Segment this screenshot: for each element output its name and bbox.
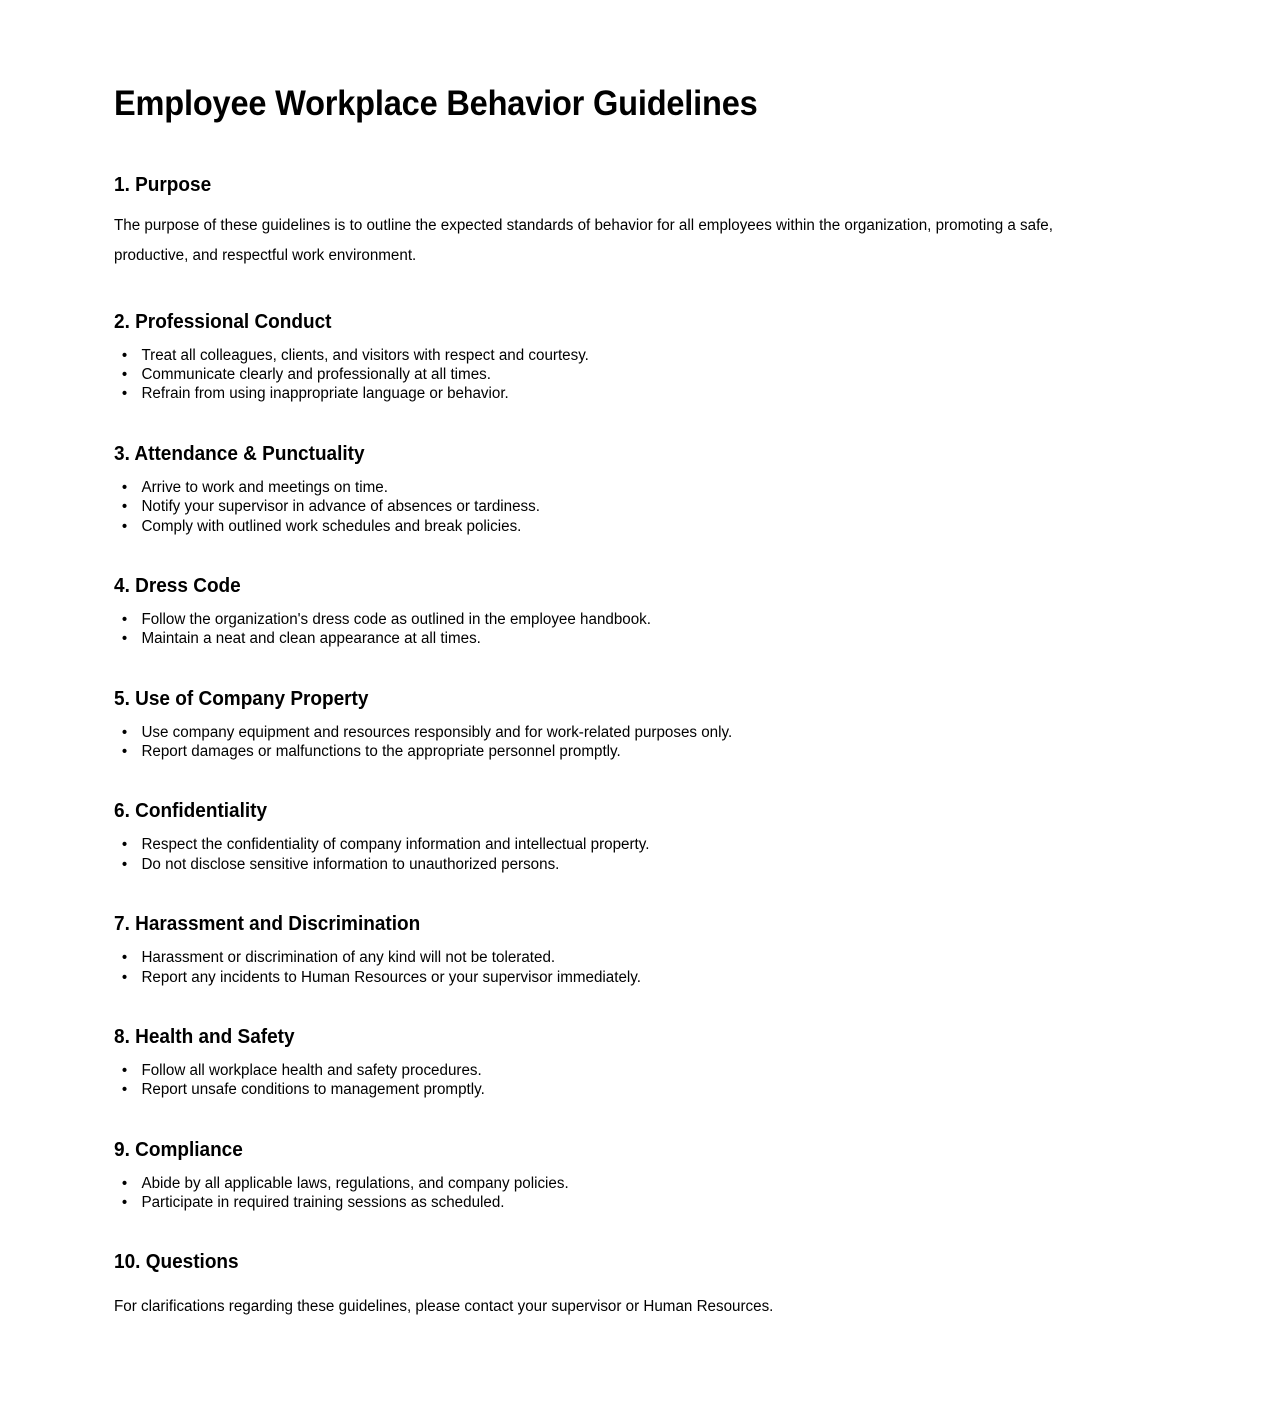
list-item-text: Report damages or malfunctions to the appropriate personnel promptly.	[141, 743, 621, 760]
bullet-icon: •	[121, 630, 128, 648]
section-paragraph-questions: For clarifications regarding these guidelines, please contact your supervisor or Human Resources.	[114, 1298, 774, 1316]
list-item	[114, 610, 1128, 629]
bullet-list-use-of-company-property	[114, 723, 1149, 762]
section-heading-use-of-company-property: 5. Use of Company Property	[114, 687, 369, 710]
section-dress-code	[114, 574, 1149, 649]
bullet-icon: •	[121, 855, 128, 873]
bullet-icon: •	[121, 517, 128, 535]
bullet-list-health-and-safety	[114, 1061, 1149, 1100]
section-heading-dress-code: 4. Dress Code	[114, 574, 241, 597]
bullet-icon: •	[121, 1081, 128, 1099]
list-item	[114, 968, 1128, 987]
section-paragraph-purpose: The purpose of these guidelines is to outline the expected standards of behavior for all employees within the organization, promoting a safe, productive, and respectful work environment.	[114, 217, 1053, 265]
list-item-text: Abide by all applicable laws, regulations, and company policies.	[141, 1174, 569, 1192]
bullet-icon: •	[121, 743, 128, 760]
list-item-text: Refrain from using inappropriate language or behavior.	[141, 385, 509, 403]
bullet-list-compliance	[114, 1174, 1149, 1213]
section-questions	[114, 1250, 1149, 1322]
bullet-icon: •	[121, 1174, 128, 1192]
list-item-text: Maintain a neat and clean appearance at all times.	[141, 630, 481, 648]
list-item-text: Notify your supervisor in advance of absences or tardiness.	[141, 498, 540, 516]
list-item	[114, 384, 1128, 403]
bullet-list-professional-conduct	[114, 346, 1149, 404]
list-item	[114, 1174, 1128, 1193]
list-item	[114, 517, 1128, 536]
list-item-text: Follow the organization's dress code as outlined in the employee handbook.	[141, 610, 652, 628]
section-compliance	[114, 1138, 1149, 1213]
section-harassment-and-discrimination	[114, 912, 1149, 987]
bullet-icon: •	[121, 1194, 128, 1211]
section-heading-professional-conduct: 2. Professional Conduct	[114, 310, 332, 333]
list-item-text: Communicate clearly and professionally at all times.	[141, 366, 491, 383]
list-item-text: Comply with outlined work schedules and break policies.	[141, 517, 522, 535]
bullet-icon: •	[121, 1061, 128, 1079]
list-item-text: Report any incidents to Human Resources or your supervisor immediately.	[141, 968, 641, 986]
section-heading-compliance: 9. Compliance	[114, 1138, 243, 1161]
section-confidentiality	[114, 799, 1149, 874]
bullet-icon: •	[121, 949, 128, 967]
section-purpose	[114, 173, 1149, 271]
page-title: Employee Workplace Behavior Guidelines	[114, 84, 758, 123]
bullet-icon: •	[121, 478, 128, 496]
bullet-icon: •	[121, 610, 128, 628]
list-item-text: Respect the confidentiality of company information and intellectual property.	[141, 836, 650, 854]
section-use-of-company-property	[114, 687, 1149, 762]
list-item-text: Report unsafe conditions to management promptly.	[141, 1081, 485, 1099]
list-item	[114, 346, 1128, 365]
section-heading-health-and-safety: 8. Health and Safety	[114, 1025, 295, 1048]
list-item-text: Participate in required training sessions as scheduled.	[141, 1194, 505, 1211]
section-professional-conduct	[114, 310, 1149, 404]
bullet-icon: •	[121, 968, 128, 986]
list-item	[114, 948, 1128, 967]
section-health-and-safety	[114, 1025, 1149, 1100]
list-item	[114, 629, 1128, 648]
section-attendance-punctuality	[114, 442, 1149, 536]
list-item	[114, 365, 1128, 384]
list-item	[114, 1080, 1128, 1099]
list-item	[114, 723, 1128, 742]
section-heading-purpose: 1. Purpose	[114, 174, 212, 197]
bullet-icon: •	[121, 366, 128, 383]
section-heading-harassment-and-discrimination: 7. Harassment and Discrimination	[114, 913, 421, 936]
section-heading-questions: 10. Questions	[114, 1251, 239, 1274]
bullet-icon: •	[121, 836, 128, 854]
bullet-list-confidentiality	[114, 835, 1149, 874]
section-heading-attendance-punctuality: 3. Attendance & Punctuality	[114, 442, 365, 465]
bullet-list-harassment-and-discrimination	[114, 948, 1149, 987]
list-item-text: Use company equipment and resources responsibly and for work-related purposes only.	[141, 723, 733, 741]
list-item	[114, 1061, 1128, 1080]
list-item	[114, 478, 1128, 497]
list-item	[114, 855, 1128, 874]
bullet-list-dress-code	[114, 610, 1149, 649]
list-item-text: Arrive to work and meetings on time.	[141, 478, 388, 496]
list-item	[114, 1193, 1128, 1212]
bullet-list-attendance-punctuality	[114, 478, 1149, 536]
list-item-text: Follow all workplace health and safety procedures.	[141, 1061, 482, 1079]
bullet-icon: •	[121, 498, 128, 516]
section-heading-confidentiality: 6. Confidentiality	[114, 800, 268, 823]
list-item	[114, 742, 1128, 761]
bullet-icon: •	[121, 723, 128, 741]
list-item	[114, 835, 1128, 854]
bullet-icon: •	[121, 385, 128, 403]
list-item	[114, 497, 1128, 516]
list-item-text: Treat all colleagues, clients, and visitors with respect and courtesy.	[141, 346, 589, 364]
bullet-icon: •	[121, 346, 128, 364]
list-item-text: Do not disclose sensitive information to unauthorized persons.	[141, 855, 560, 873]
list-item-text: Harassment or discrimination of any kind will not be tolerated.	[141, 949, 556, 967]
